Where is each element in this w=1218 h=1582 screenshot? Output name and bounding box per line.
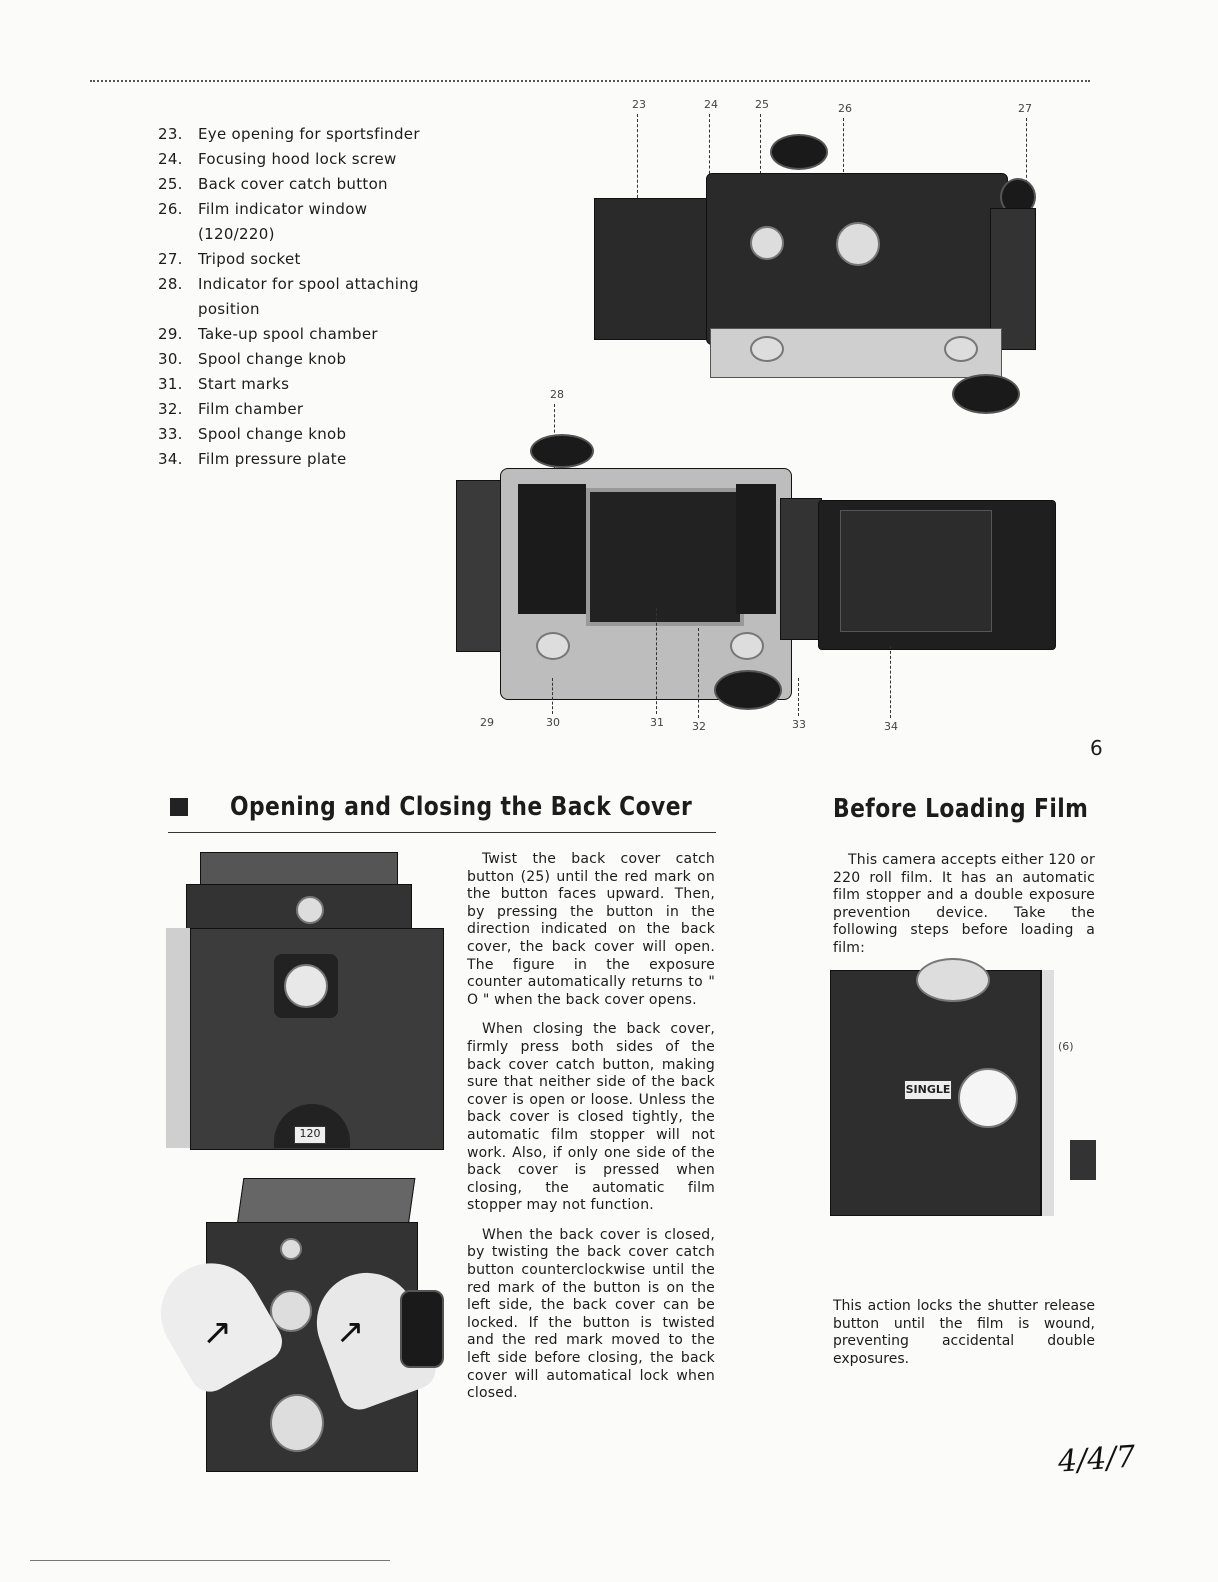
callout-29: 29 — [480, 716, 494, 729]
legend-item: 33. Spool change knob — [158, 425, 347, 443]
callout-6: (6) — [1058, 1040, 1074, 1053]
callout-32: 32 — [692, 720, 706, 733]
callout-24: 24 — [704, 98, 718, 111]
take-up-chamber — [518, 484, 586, 614]
handwritten-signature: 4/4/7 — [1056, 1439, 1137, 1480]
catch-button — [750, 226, 784, 260]
paragraph: This camera accepts either 120 or 220 roll film. It has an automatic film stopper and a double exposure prevention device. Take the following steps before loading a film: — [833, 852, 1095, 956]
top-ring — [916, 958, 990, 1002]
arrow-left: ↗ — [202, 1312, 233, 1353]
leader-line — [1026, 118, 1027, 188]
leader-line — [890, 646, 891, 718]
section-rule — [168, 832, 716, 833]
bottom-spool-knob — [714, 670, 782, 710]
callout-26: 26 — [838, 102, 852, 115]
section-title-before-loading: Before Loading Film — [833, 794, 1089, 824]
leader-line — [552, 678, 553, 714]
paragraph: When closing the back cover, firmly press both sides of the back cover catch button, making sure that neither side of the back cover is open or loose. Unless the back cover is closed tightly, the automatic film stopper will not work. Also, if only one side of the back cover is pressed when closing, the automatic film stopper may not function. — [467, 1021, 715, 1214]
hood-open — [237, 1178, 416, 1226]
callout-23: 23 — [632, 98, 646, 111]
legend-item: 28. Indicator for spool attaching — [158, 275, 419, 293]
boss-left — [536, 632, 570, 660]
double-exposure-dial — [958, 1068, 1018, 1128]
film-indicator-window — [836, 222, 880, 266]
legend-item: 31. Start marks — [158, 375, 290, 393]
legend-item: 34. Film pressure plate — [158, 450, 347, 468]
paragraph: When the back cover is closed, by twisting the back cover catch button counterclockwise until the red mark of the button is on the left side, the back cover can be locked. If the button is twisted and the red mark moved to the left side before closing, the back cover will automatical lock when closed. — [467, 1226, 715, 1402]
callout-34: 34 — [884, 720, 898, 733]
top-button-2 — [280, 1238, 302, 1260]
top-rule — [90, 80, 1090, 82]
legend-item: 23. Eye opening for sportsfinder — [158, 125, 420, 143]
camera-open-photo — [440, 388, 1060, 733]
leader-line — [798, 678, 799, 716]
top-spool-knob — [530, 434, 594, 468]
back-cover-photo-1 — [166, 848, 442, 1148]
bottom-rule — [30, 1560, 390, 1561]
hood-top — [200, 852, 398, 888]
legend-item: position — [198, 300, 260, 318]
callout-27: 27 — [1018, 102, 1032, 115]
legend-item: 26. Film indicator window — [158, 200, 368, 218]
film-gate — [586, 488, 744, 626]
section-bullet — [170, 798, 188, 816]
strap-lug — [1070, 1140, 1096, 1180]
top-knob — [770, 134, 828, 170]
boss-right — [730, 632, 764, 660]
callout-28: 28 — [550, 388, 564, 401]
page-number: 6 — [1090, 736, 1103, 760]
before-loading-caption: This action locks the shutter release button until the film is wound, preventing accidental double exposures. — [833, 1298, 1095, 1367]
single-label: SINGLE — [904, 1080, 952, 1100]
focusing-hood — [594, 198, 716, 340]
paragraph: Twist the back cover catch button (25) until the red mark on the button faces upward. Then, by pressing the button in the direction indicated on the back cover, the back cover will open. The figure in the exposure counter automatically returns to " O " when the back cover opens. — [467, 851, 715, 1008]
parts-legend — [158, 122, 458, 472]
legend-item: 24. Focusing hood lock screw — [158, 150, 397, 168]
hinge — [780, 498, 822, 640]
callout-31: 31 — [650, 716, 664, 729]
tripod-boss — [944, 336, 978, 362]
back-cover-text — [467, 851, 715, 1415]
legend-item: 30. Spool change knob — [158, 350, 347, 368]
side-knob-2 — [400, 1290, 444, 1368]
camera-top-photo — [590, 98, 1050, 418]
arrow-right: ↗ — [336, 1312, 365, 1352]
top-button — [296, 896, 324, 924]
left-edge-strip — [166, 928, 190, 1148]
callout-33: 33 — [792, 718, 806, 731]
legend-item: 27. Tripod socket — [158, 250, 301, 268]
tripod-boss — [750, 336, 784, 362]
section-title-back-cover: Opening and Closing the Back Cover — [230, 792, 693, 822]
catch-button-dial — [284, 964, 328, 1008]
leader-line — [698, 628, 699, 718]
label-120: 120 — [294, 1126, 326, 1144]
legend-item: 32. Film chamber — [158, 400, 304, 418]
film-window-2 — [270, 1394, 324, 1452]
callout-25: 25 — [755, 98, 769, 111]
pressure-plate — [840, 510, 992, 632]
legend-item: 29. Take-up spool chamber — [158, 325, 378, 343]
film-chamber — [736, 484, 776, 614]
before-loading-intro — [833, 852, 1095, 970]
single-switch-photo — [830, 970, 1096, 1216]
callout-30: 30 — [546, 716, 560, 729]
legend-item: 25. Back cover catch button — [158, 175, 388, 193]
back-cover-photo-2 — [166, 1172, 446, 1470]
leader-line — [760, 114, 761, 174]
leader-line — [656, 608, 657, 714]
edge-strip — [1040, 970, 1054, 1216]
legend-item: (120/220) — [198, 225, 275, 243]
